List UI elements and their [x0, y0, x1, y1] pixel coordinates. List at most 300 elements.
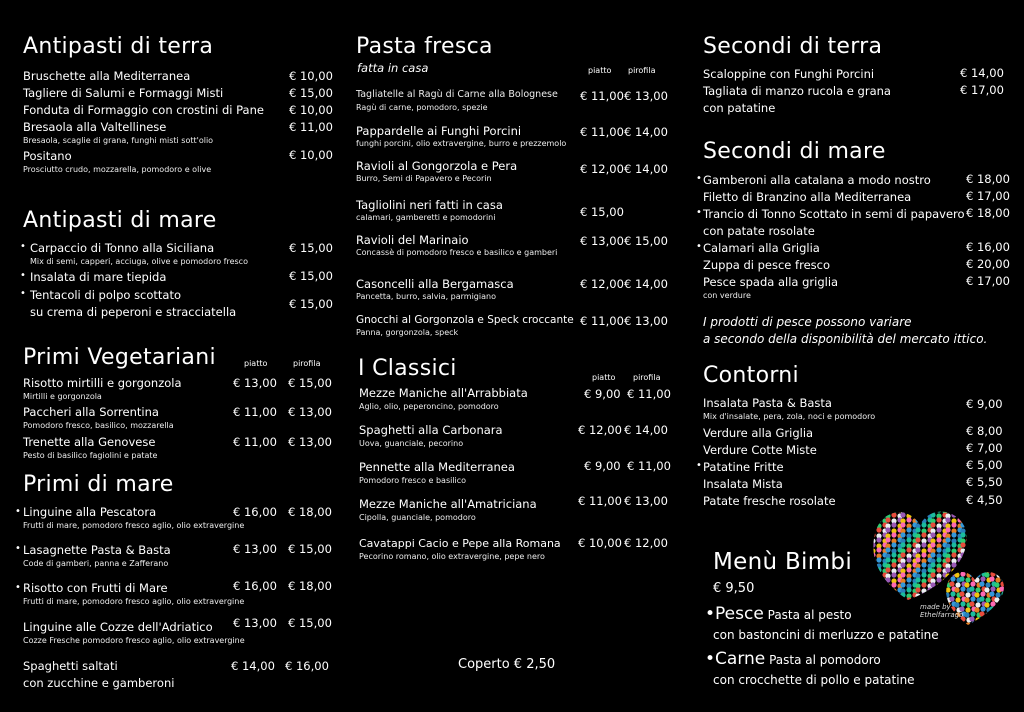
heart-dot — [870, 588, 875, 593]
menu-item-name: Ravioli del Marinaio — [356, 233, 469, 247]
heart-dot — [906, 527, 911, 532]
heart-dot — [945, 517, 950, 522]
heart-dot — [995, 577, 1000, 582]
price-piatto: € 13,00 — [580, 234, 624, 248]
heart-dot — [868, 573, 873, 578]
heart-dot — [891, 572, 896, 577]
heart-dot — [966, 500, 971, 503]
heart-dot — [885, 500, 890, 503]
menu-item-desc: con verdure — [703, 291, 751, 300]
menu-item-desc: Pecorino romano, olio extravergine, pepe nero — [359, 552, 545, 561]
heart-dot — [870, 502, 875, 507]
heart-dot — [960, 562, 965, 567]
heart-dot — [966, 572, 971, 577]
heart-dot — [956, 562, 961, 567]
heart-dot — [990, 616, 995, 621]
heart-dot — [942, 500, 947, 504]
heart-dot — [995, 622, 1000, 627]
heart-dot — [915, 503, 920, 508]
heart-dot — [870, 532, 875, 537]
heart-dot — [891, 522, 896, 527]
menu-item-name: Patatine Fritte — [703, 460, 784, 474]
menu-item-name: Verdure alla Griglia — [703, 426, 814, 440]
heart-dot — [966, 537, 971, 542]
heart-dot — [882, 508, 887, 513]
heart-dot — [921, 552, 926, 557]
heart-dot — [915, 577, 920, 582]
heart-dot — [999, 586, 1004, 591]
heart-dot — [876, 507, 881, 512]
menu-item-name-cont: con zucchine e gamberoni — [23, 676, 175, 690]
heart-dot — [1004, 607, 1009, 612]
heart-dot — [966, 513, 971, 518]
menu-item-desc: Frutti di mare, pomodoro fresco aglio, olio extravergine — [23, 597, 245, 606]
menu-item-name: Trancio di Tonno Scottato in semi di papavero — [703, 207, 965, 221]
heart-dot — [891, 588, 896, 593]
heart-dot — [957, 507, 962, 512]
heart-dot — [868, 537, 873, 542]
heart-dot — [965, 577, 970, 582]
heart-dot — [1001, 576, 1006, 581]
heart-dot — [1001, 606, 1006, 611]
menu-item-name: Risotto con Frutti di Mare — [23, 581, 168, 595]
heart-dot — [954, 587, 959, 592]
heart-dot — [970, 596, 975, 601]
heart-dot — [994, 582, 999, 587]
menu-item-price: € 14,00 — [960, 66, 1004, 80]
heart-dot — [891, 542, 896, 547]
heart-dot — [885, 557, 890, 562]
menu-item-price: € 10,00 — [289, 103, 333, 117]
heart-dot — [868, 567, 873, 572]
heart-dot — [1001, 561, 1006, 566]
heart-dot — [989, 576, 994, 581]
menu-item-name: Tagliere di Salumi e Formaggi Misti — [23, 86, 224, 100]
price-pirofila: € 16,00 — [285, 659, 329, 673]
heart-dot — [971, 621, 976, 626]
heart-dot — [1001, 591, 1006, 596]
heart-dot — [944, 592, 949, 597]
heart-dot — [945, 567, 950, 572]
heart-dot — [941, 591, 946, 596]
menu-item-desc: Cozze Fresche pomodoro fresco aglio, olio extravergine — [23, 636, 245, 645]
heart-dot — [927, 500, 932, 503]
heart-dot — [951, 508, 956, 513]
menu-item-price: € 11,00 — [289, 120, 333, 134]
col-label-piatto: piatto — [244, 359, 268, 368]
heart-dot — [891, 592, 896, 597]
price-piatto: € 12,00 — [580, 277, 624, 291]
heart-dot — [940, 581, 945, 586]
heart-dot — [906, 567, 911, 572]
menu-item-price: € 15,00 — [289, 297, 333, 311]
heart-dot — [960, 508, 965, 513]
heart-dot — [900, 592, 905, 597]
heart-dot — [936, 547, 941, 552]
heart-dot — [870, 548, 875, 553]
heart-dot — [970, 581, 975, 586]
heart-dot — [868, 523, 873, 528]
heart-dot — [897, 597, 902, 602]
price-pirofila: € 13,00 — [624, 494, 668, 508]
menu-item-name: Mezze Maniche all'Amatriciana — [359, 497, 537, 511]
secondi-terra-title: Secondi di terra — [703, 34, 883, 59]
heart-dot — [882, 582, 887, 587]
price-piatto: € 12,00 — [580, 162, 624, 176]
menu-item-desc: Ragù di carne, pomodoro, spezie — [356, 103, 488, 112]
menu-item-name: Ravioli al Gongorzola e Pera — [356, 159, 518, 173]
heart-dot — [994, 612, 999, 617]
price-pirofila: € 15,00 — [624, 234, 668, 248]
heart-dot — [912, 500, 917, 504]
price-piatto: € 13,00 — [233, 616, 277, 630]
heart-dot — [974, 562, 979, 567]
price-piatto: € 11,00 — [233, 405, 277, 419]
heart-dot — [966, 563, 971, 568]
heart-dot — [927, 587, 932, 592]
heart-dot — [989, 621, 994, 626]
heart-dot — [876, 557, 881, 562]
heart-dot — [966, 523, 971, 528]
heart-dot — [951, 562, 956, 567]
heart-dot — [996, 572, 1001, 577]
heart-dot — [906, 547, 911, 552]
heart-dot — [891, 500, 896, 504]
menu-item-name: Insalata Mista — [703, 477, 783, 491]
heart-dot — [975, 572, 980, 577]
heart-dot — [876, 513, 881, 518]
heart-dot — [980, 561, 985, 566]
menu-item-name: Calamari alla Griglia — [703, 241, 820, 255]
heart-dot — [868, 557, 873, 562]
heart-dot — [891, 502, 896, 507]
heart-dot — [954, 572, 959, 577]
price-piatto: € 11,00 — [580, 314, 624, 328]
heart-dot — [955, 567, 960, 572]
heart-dot — [936, 583, 941, 588]
heart-dot — [936, 507, 941, 512]
price-pirofila: € 14,00 — [624, 125, 668, 139]
heart-dot — [996, 617, 1001, 622]
heart-dot — [960, 571, 965, 576]
bimbi-title: Menù Bimbi — [713, 549, 853, 575]
heart-dot — [996, 602, 1001, 607]
heart-dot — [936, 503, 941, 508]
menu-item-name: Cavatappi Cacio e Pepe alla Romana — [359, 537, 561, 550]
heart-dot — [960, 518, 965, 523]
heart-dot — [930, 500, 935, 504]
heart-dot — [940, 596, 945, 601]
menu-item-price: € 9,00 — [966, 397, 1003, 411]
col-label-piatto: piatto — [592, 373, 616, 382]
heart-dot — [1005, 572, 1010, 577]
heart-dot — [885, 503, 890, 508]
heart-dot — [891, 582, 896, 587]
bimbi-option-head: Pesce — [715, 604, 764, 624]
heart-dot — [868, 517, 873, 522]
heart-dot — [957, 503, 962, 508]
heart-dot — [985, 567, 990, 572]
heart-dot — [942, 582, 947, 587]
heart-dot — [971, 561, 976, 566]
heart-dot — [921, 512, 926, 517]
heart-dot — [882, 592, 887, 597]
heart-dot — [915, 517, 920, 522]
heart-dot — [936, 597, 941, 602]
heart-dot — [870, 508, 875, 513]
heart-dot — [930, 502, 935, 507]
heart-dot — [921, 592, 926, 597]
menu-item-desc: Pancetta, burro, salvia, parmigiano — [356, 292, 496, 301]
heart-dot — [915, 527, 920, 532]
heart-dot — [999, 571, 1004, 576]
price-piatto: € 11,00 — [233, 435, 277, 449]
heart-dot — [876, 573, 881, 578]
heart-dot — [900, 532, 905, 537]
heart-dot — [870, 552, 875, 557]
heart-dot — [900, 512, 905, 517]
menu-item-price: € 16,00 — [966, 240, 1010, 254]
bullet-icon: • — [20, 288, 26, 299]
heart-dot — [891, 512, 896, 517]
heart-dot — [951, 512, 956, 517]
menu-item-name: Scaloppine con Funghi Porcini — [703, 67, 875, 81]
menu-item-name: Spaghetti alla Carbonara — [359, 423, 503, 437]
menu-item-name-cont: con patatine — [703, 101, 776, 115]
heart-dot — [1006, 567, 1011, 572]
price-piatto: € 9,00 — [584, 459, 621, 473]
heart-dot — [966, 553, 971, 558]
menu-item-desc: Mix di semi, capperi, acciuga, olive e pomodoro fresco — [30, 257, 248, 266]
menu-item-name: Gnocchi al Gorgonzola e Speck croccante — [356, 314, 574, 326]
menu-item-desc: Pomodoro fresco e basilico — [359, 476, 467, 485]
heart-dot — [964, 567, 969, 572]
heart-dot — [891, 508, 896, 513]
bimbi-option-head: Carne — [715, 649, 766, 669]
price-pirofila: € 13,00 — [288, 405, 332, 419]
fish-note-line1: I prodotti di pesce possono variare — [703, 315, 912, 329]
menu-item-price: € 10,00 — [289, 69, 333, 83]
antipasti-mare-title: Antipasti di mare — [23, 208, 217, 233]
classici-title: I Classici — [358, 356, 457, 381]
bimbi-price: € 9,50 — [713, 581, 755, 596]
heart-dot — [951, 502, 956, 507]
menu-item-price: € 5,50 — [966, 475, 1003, 489]
heart-dot — [966, 503, 971, 508]
heart-dot — [930, 588, 935, 593]
heart-dot — [966, 547, 971, 552]
price-pirofila: € 18,00 — [288, 579, 332, 593]
pasta-fresca-subtitle: fatta in casa — [357, 61, 429, 75]
heart-dot — [868, 587, 873, 592]
heart-dot — [980, 591, 985, 596]
heart-dot — [921, 542, 926, 547]
heart-dot — [949, 596, 954, 601]
heart-dot — [930, 522, 935, 527]
heart-dot — [915, 547, 920, 552]
heart-dot — [945, 503, 950, 508]
heart-dot — [957, 567, 962, 572]
heart-dot — [870, 558, 875, 563]
heart-dot — [1005, 617, 1010, 622]
heart-dot — [945, 500, 950, 503]
col-label-pirofila: pirofila — [633, 373, 661, 382]
menu-item-name: Tagliata di manzo rucola e grana — [703, 84, 891, 98]
heart-dot — [906, 587, 911, 592]
heart-dot — [870, 562, 875, 567]
menu-item-price: € 17,00 — [966, 274, 1010, 288]
heart-dot — [882, 502, 887, 507]
heart-dot — [876, 500, 881, 503]
menu-item-desc: Concassè di pomodoro fresco e basilico e gamberi — [356, 248, 558, 257]
menu-item-price: € 18,00 — [966, 172, 1010, 186]
menu-item-name: Positano — [23, 149, 72, 163]
heart-dot — [969, 586, 974, 591]
heart-dot — [945, 547, 950, 552]
heart-dot — [906, 500, 911, 503]
price-pirofila: € 14,00 — [624, 423, 668, 437]
heart-dot — [960, 542, 965, 547]
heart-dot — [945, 527, 950, 532]
heart-dot — [885, 577, 890, 582]
price-pirofila: € 18,00 — [288, 505, 332, 519]
heart-dot — [936, 527, 941, 532]
heart-dot — [900, 582, 905, 587]
heart-dot — [966, 567, 971, 572]
heart-dot — [921, 582, 926, 587]
heart-dot — [936, 577, 941, 582]
heart-dot — [870, 500, 875, 504]
heart-dot — [900, 542, 905, 547]
heart-dot — [876, 587, 881, 592]
heart-dot — [921, 588, 926, 593]
coperto-price: Coperto € 2,50 — [458, 657, 556, 672]
heart-dot — [1004, 622, 1009, 627]
bullet-icon: • — [696, 173, 702, 184]
menu-item-desc: Burro, Semi di Papavero e Pecorin — [356, 174, 492, 183]
heart-dot — [885, 587, 890, 592]
heart-dot — [868, 593, 873, 598]
heart-dot — [868, 527, 873, 532]
menu-item-desc: Panna, gorgonzola, speck — [356, 328, 459, 337]
price-piatto: € 10,00 — [578, 536, 622, 550]
heart-dot — [990, 601, 995, 606]
heart-dot — [960, 532, 965, 537]
heart-dot — [957, 500, 962, 503]
bimbi-option-desc: Pasta al pesto — [763, 608, 852, 622]
heart-dot — [870, 518, 875, 523]
heart-dot — [974, 592, 979, 597]
heart-dot — [945, 577, 950, 582]
menu-item-price: € 17,00 — [966, 189, 1010, 203]
heart-dot — [960, 502, 965, 507]
heart-dot — [870, 512, 875, 517]
bullet-icon: • — [696, 460, 702, 471]
heart-dot — [956, 622, 961, 627]
heart-dot — [994, 597, 999, 602]
price-piatto: € 12,00 — [578, 423, 622, 437]
heart-dot — [951, 542, 956, 547]
heart-dot — [990, 571, 995, 576]
menu-item-name: Verdure Cotte Miste — [703, 443, 817, 457]
heart-dot — [900, 598, 905, 603]
heart-dot — [991, 611, 996, 616]
heart-dot — [930, 582, 935, 587]
heart-dot — [885, 583, 890, 588]
heart-dot — [876, 567, 881, 572]
heart-dot — [960, 522, 965, 527]
menu-item-price: € 20,00 — [966, 257, 1010, 271]
heart-dot — [979, 596, 984, 601]
menu-item-desc: calamari, gamberetti e pomodorini — [356, 213, 496, 222]
menu-item-price: € 15,00 — [289, 241, 333, 255]
heart-dot — [885, 527, 890, 532]
heart-dot — [936, 537, 941, 542]
menu-item-desc: Pomodoro fresco, basilico, mozzarella — [23, 421, 174, 430]
menu-item-name: Gamberoni alla catalana a modo nostro — [703, 173, 931, 187]
price-piatto: € 16,00 — [233, 579, 277, 593]
heart-dot — [976, 567, 981, 572]
menu-item-name: Pesce spada alla griglia — [703, 275, 839, 289]
heart-dot — [876, 503, 881, 508]
heart-dot — [868, 583, 873, 588]
heart-dot — [989, 591, 994, 596]
heart-dot — [906, 517, 911, 522]
heart-dot — [957, 517, 962, 522]
heart-dot — [970, 566, 975, 571]
heart-dot — [868, 547, 873, 552]
price-pirofila: € 15,00 — [288, 542, 332, 556]
menu-item-name: Zuppa di pesce fresco — [703, 258, 830, 272]
heart-dot — [979, 566, 984, 571]
menu-item-name: Lasagnette Pasta & Basta — [23, 543, 171, 557]
menu-item-name: Tagliatelle al Ragù di Carne alla Bolognese — [356, 89, 558, 100]
heart-dot — [885, 567, 890, 572]
heart-dot — [949, 581, 954, 586]
bullet-icon: • — [15, 506, 21, 517]
heart-dot — [957, 557, 962, 562]
heart-dot — [885, 593, 890, 598]
heart-dot — [897, 503, 902, 508]
price-pirofila: € 11,00 — [627, 459, 671, 473]
heart-dot — [876, 583, 881, 588]
heart-dot — [868, 513, 873, 518]
price-pirofila: € 13,00 — [288, 435, 332, 449]
heart-dot — [900, 502, 905, 507]
menu-item-price: € 7,00 — [966, 441, 1003, 455]
heart-dot — [906, 577, 911, 582]
menu-item-desc: Frutti di mare, pomodoro fresco aglio, olio extravergine — [23, 521, 245, 530]
heart-dot — [906, 537, 911, 542]
menu-item-desc: Code di gamberi, panna e Zafferano — [23, 559, 169, 568]
heart-dot — [942, 578, 947, 583]
heart-dot — [945, 557, 950, 562]
heart-dot — [930, 572, 935, 577]
heart-dot — [980, 621, 985, 626]
heart-dot — [1000, 566, 1005, 571]
heart-dot — [921, 500, 926, 504]
heart-dot — [876, 597, 881, 602]
bullet-icon: • — [20, 241, 26, 252]
heart-dot — [945, 587, 950, 592]
bimbi-option-desc: Pasta al pomodoro — [765, 653, 881, 667]
heart-dot — [915, 500, 920, 503]
menu-item-name: Bruschette alla Mediterranea — [23, 69, 191, 83]
heart-dot — [885, 537, 890, 542]
heart-dot — [868, 503, 873, 508]
heart-dot — [984, 587, 989, 592]
heart-dot — [882, 588, 887, 593]
